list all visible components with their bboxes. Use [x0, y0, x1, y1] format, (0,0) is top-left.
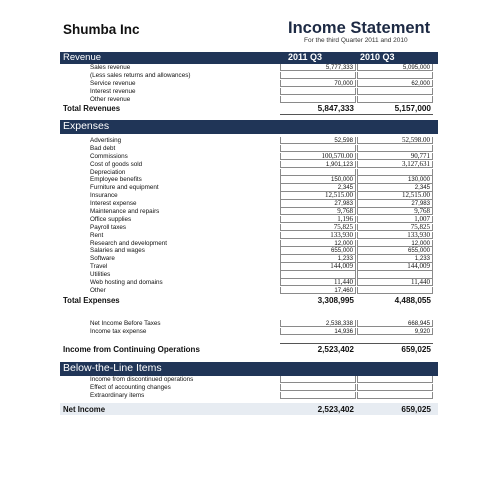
table-row — [60, 88, 438, 96]
row-label: Other revenue — [90, 95, 131, 103]
table-row — [60, 232, 438, 240]
row-label: Office supplies — [90, 215, 132, 223]
below-line-section — [60, 362, 438, 400]
value-2010 — [357, 392, 433, 399]
value-2010: 3,127,631 — [357, 161, 433, 168]
value-2011: 655,000 — [280, 247, 356, 254]
divider — [280, 343, 433, 344]
expenses-header — [60, 120, 438, 134]
table-row — [60, 153, 438, 161]
row-label: Interest revenue — [90, 87, 136, 95]
value-2010: 144,009 — [357, 263, 433, 270]
row-label: Software — [90, 255, 115, 263]
table-row — [60, 96, 438, 104]
value-2011: 75,825 — [280, 224, 356, 231]
value-2010: 75,825 — [357, 224, 433, 231]
value-2011 — [280, 96, 356, 103]
value-2011 — [280, 72, 356, 79]
table-row — [60, 247, 438, 255]
table-row — [60, 263, 438, 271]
pretax-section — [60, 320, 438, 336]
row-label: Maintenance and repairs — [90, 208, 160, 216]
value-2011: 5,777,333 — [280, 64, 356, 71]
row-label: Furniture and equipment — [90, 184, 159, 192]
table-row — [60, 384, 438, 392]
value-2010: 9,920 — [357, 328, 433, 335]
value-2010: 668,945 — [357, 320, 433, 327]
continuing-ops-2010: 659,025 — [401, 345, 431, 354]
total-expenses-2010: 4,488,055 — [394, 295, 431, 305]
row-label: Advertising — [90, 137, 122, 144]
value-2010: 27,983 — [357, 200, 433, 207]
value-2010: 130,000 — [357, 176, 433, 183]
row-label: Depreciation — [90, 168, 126, 176]
value-2010: 1,233 — [357, 255, 433, 262]
table-row — [60, 279, 438, 287]
row-label: Effect of accounting changes — [90, 383, 171, 391]
total-revenues-row — [60, 103, 438, 115]
value-2010: 52,598.00 — [357, 137, 433, 144]
value-2010 — [357, 384, 433, 391]
row-label: Extraordinary items — [90, 391, 145, 399]
value-2010 — [357, 96, 433, 103]
value-2011: 9,768 — [280, 208, 356, 215]
page-title: Income Statement — [288, 19, 431, 37]
table-row — [60, 376, 438, 384]
value-2011: 2,345 — [280, 184, 356, 191]
table-row — [60, 176, 438, 184]
col-2010-q3: 2010 Q3 — [360, 52, 395, 62]
table-row — [60, 320, 438, 328]
row-label: Employee benefits — [90, 176, 142, 184]
value-2011: 144,009 — [280, 263, 356, 270]
table-row — [60, 200, 438, 208]
total-revenues-label: Total Revenues — [63, 104, 121, 114]
value-2010: 11,440 — [357, 279, 433, 286]
row-label: Payroll taxes — [90, 223, 127, 231]
value-2010: 62,000 — [357, 80, 433, 87]
table-row — [60, 287, 438, 295]
revenue-header — [60, 52, 438, 64]
revenue-label: Revenue — [63, 52, 102, 63]
net-income-label: Net Income — [63, 405, 106, 414]
value-2010: 5,095,000 — [357, 64, 433, 71]
value-2010: 90,771 — [357, 153, 433, 160]
total-revenues-2011: 5,847,333 — [317, 104, 354, 114]
revenue-section — [60, 52, 438, 115]
row-label: Bad debt — [90, 144, 116, 152]
row-label: Interest expense — [90, 200, 137, 208]
value-2011: 133,930 — [280, 232, 356, 239]
value-2010 — [357, 72, 433, 79]
value-2010: 133,930 — [357, 232, 433, 239]
table-row — [60, 208, 438, 216]
expenses-label: Expenses — [63, 120, 110, 132]
below-line-header — [60, 362, 438, 376]
table-row — [60, 169, 438, 177]
table-row — [60, 271, 438, 279]
revenue-rows — [60, 64, 438, 103]
value-2011 — [280, 376, 356, 383]
value-2010 — [357, 88, 433, 95]
value-2011: 70,000 — [280, 80, 356, 87]
value-2011 — [280, 384, 356, 391]
expenses-rows — [60, 137, 438, 295]
company-name: Shumba Inc — [63, 22, 140, 37]
row-label: Income tax expense — [90, 327, 147, 335]
table-row — [60, 161, 438, 169]
value-2011: 1,196 — [280, 216, 356, 223]
table-row — [60, 224, 438, 232]
below-line-rows — [60, 376, 438, 400]
value-2011: 27,983 — [280, 200, 356, 207]
table-row — [60, 216, 438, 224]
row-label: Commissions — [90, 152, 128, 160]
row-label: Service revenue — [90, 79, 136, 87]
value-2011: 52,598 — [280, 137, 356, 144]
table-row — [60, 184, 438, 192]
value-2011: 11,440 — [280, 279, 356, 286]
value-2011: 12,515.00 — [280, 192, 356, 199]
row-label: Other — [90, 286, 106, 294]
table-row — [60, 255, 438, 263]
row-label: Net Income Before Taxes — [90, 320, 161, 327]
continuing-ops-row — [60, 343, 438, 357]
net-income-2010: 659,025 — [401, 405, 431, 414]
row-label: (Less sales returns and allowances) — [90, 71, 191, 79]
value-2011: 14,936 — [280, 328, 356, 335]
value-2010: 12,515.00 — [357, 192, 433, 199]
value-2010: 655,000 — [357, 247, 433, 254]
continuing-ops-label: Income from Continuing Operations — [63, 345, 200, 354]
table-row — [60, 64, 438, 72]
value-2011 — [280, 169, 356, 176]
row-label: Research and development — [90, 239, 168, 247]
total-expenses-row — [60, 295, 438, 307]
value-2011: 150,000 — [280, 176, 356, 183]
row-label: Income from discontinued operations — [90, 376, 194, 383]
table-row — [60, 192, 438, 200]
table-row — [60, 240, 438, 248]
row-label: Utilities — [90, 271, 111, 279]
value-2011 — [280, 392, 356, 399]
pretax-rows — [60, 320, 438, 336]
value-2010: 2,345 — [357, 184, 433, 191]
row-label: Rent — [90, 231, 104, 239]
value-2010 — [357, 169, 433, 176]
value-2010: 12,000 — [357, 240, 433, 247]
divider — [280, 114, 433, 115]
row-label: Salaries and wages — [90, 247, 145, 255]
value-2010: 9,768 — [357, 208, 433, 215]
value-2011: 100,570.00 — [280, 153, 356, 160]
net-income-row — [60, 403, 438, 415]
value-2011: 17,460 — [280, 287, 356, 294]
value-2011: 12,000 — [280, 240, 356, 247]
value-2011: 1,233 — [280, 255, 356, 262]
total-expenses-label: Total Expenses — [63, 295, 120, 305]
row-label: Travel — [90, 263, 108, 271]
row-label: Sales revenue — [90, 64, 131, 71]
value-2010 — [357, 376, 433, 383]
below-line-label: Below-the-Line Items — [63, 362, 162, 374]
table-row — [60, 137, 438, 145]
col-2011-q3: 2011 Q3 — [288, 52, 323, 62]
table-row — [60, 328, 438, 336]
total-expenses-2011: 3,308,995 — [317, 295, 354, 305]
table-row — [60, 80, 438, 88]
table-row — [60, 72, 438, 80]
page-subtitle: For the third Quarter 2011 and 2010 — [304, 37, 408, 44]
table-row — [60, 392, 438, 400]
value-2011: 2,538,338 — [280, 320, 356, 327]
expenses-section — [60, 120, 438, 307]
row-label: Web hosting and domains — [90, 279, 163, 287]
total-revenues-2010: 5,157,000 — [394, 104, 431, 114]
value-2010: 1,007 — [357, 216, 433, 223]
net-income-2011: 2,523,402 — [317, 405, 354, 414]
value-2010 — [357, 287, 433, 294]
value-2011: 1,901,123 — [280, 161, 356, 168]
value-2011 — [280, 88, 356, 95]
continuing-ops-2011: 2,523,402 — [317, 345, 354, 354]
table-row — [60, 145, 438, 153]
row-label: Cost of goods sold — [90, 160, 143, 168]
row-label: Insurance — [90, 192, 118, 200]
